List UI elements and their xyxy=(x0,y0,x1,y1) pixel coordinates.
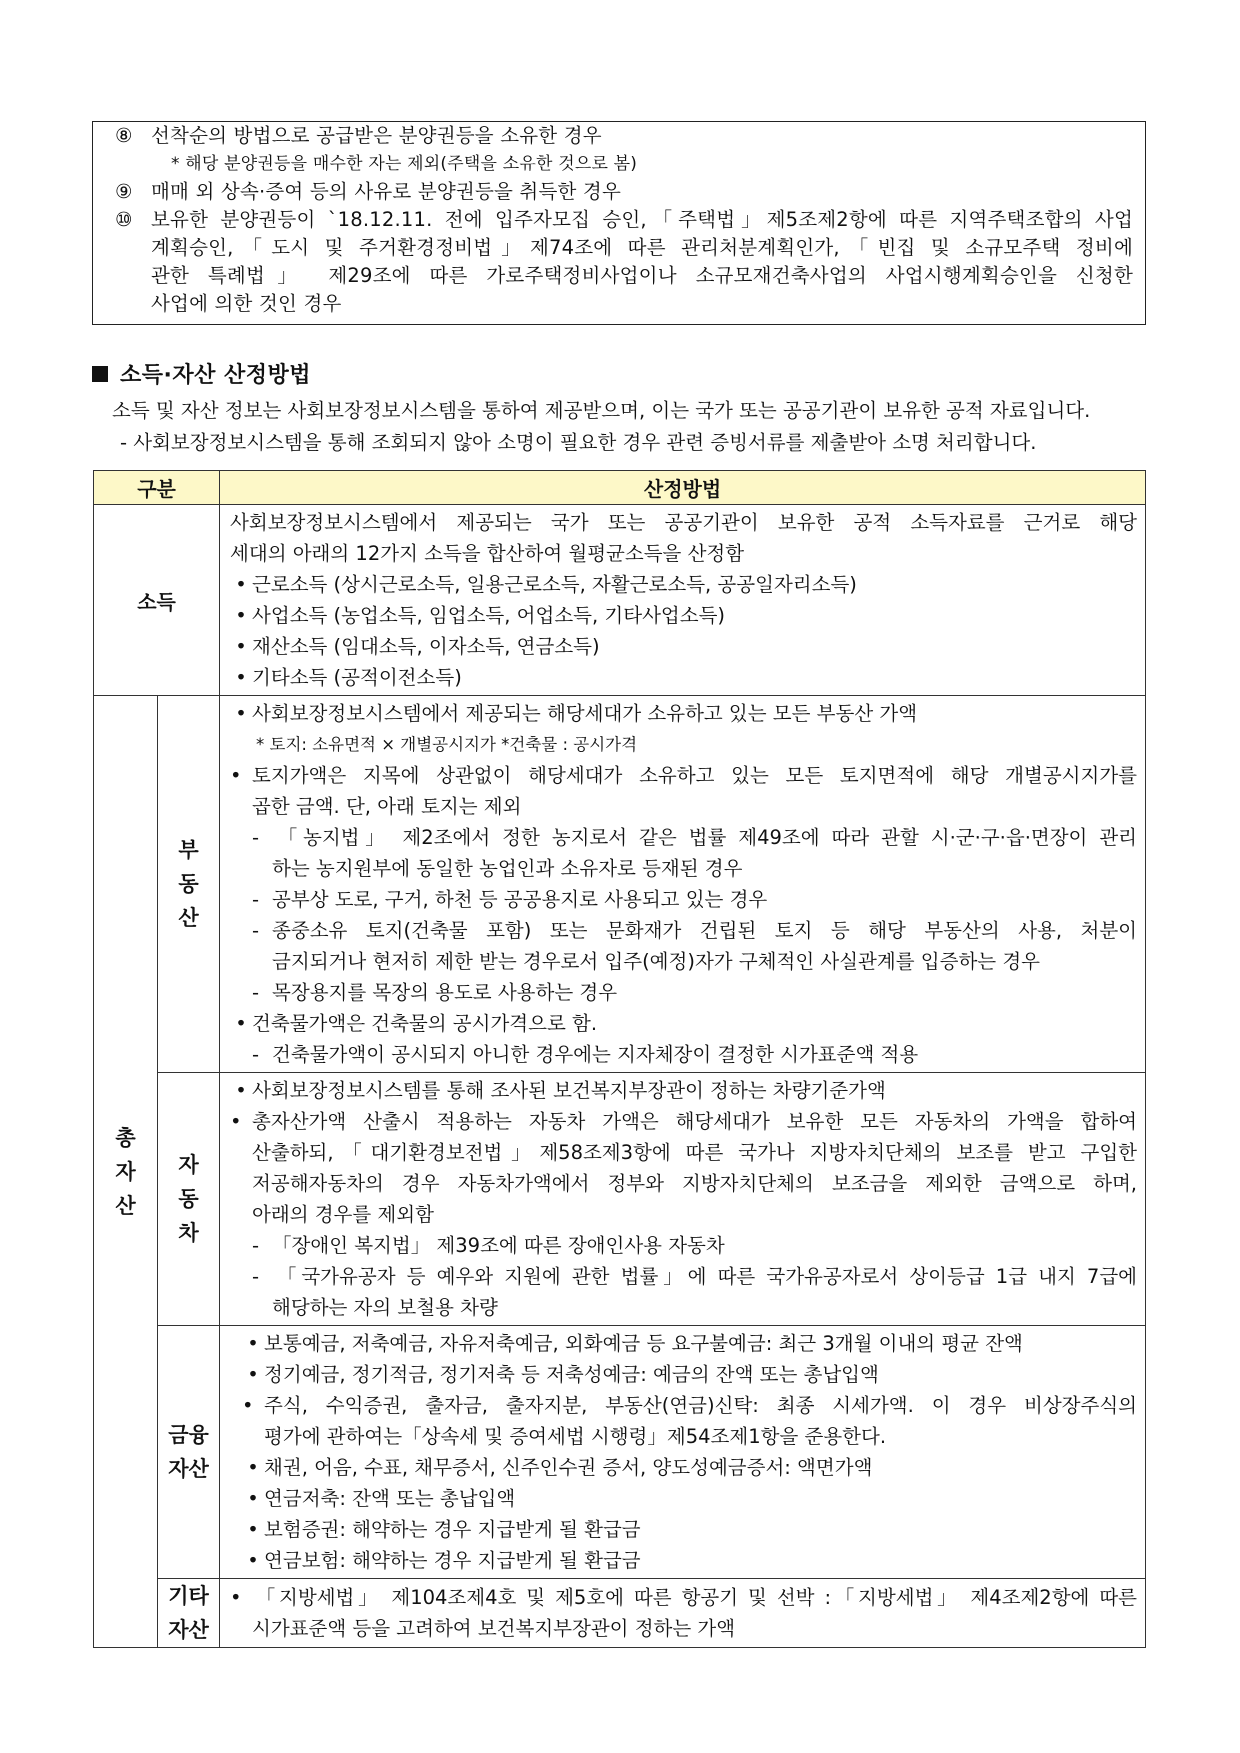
row-income xyxy=(94,505,1146,696)
list-item xyxy=(230,760,1137,791)
bullet-icon: • xyxy=(247,1332,259,1355)
text-line: 곱한 금액. 단, 아래 토지는 제외 xyxy=(252,795,522,818)
item-text: 연금저축: 잔액 또는 총납입액 xyxy=(264,1487,516,1510)
cell-finance xyxy=(220,1326,1146,1579)
eligibility-box xyxy=(92,121,1146,325)
text-line: 저공해자동차의 경우 자동차가액에서 정부와 지방자치단체의 보조금을 제외한 금액으로 하며, xyxy=(252,1172,1138,1195)
item-text: 기타소득 (공적이전소득) xyxy=(252,666,462,689)
label-finance: 금융 자산 xyxy=(158,1326,220,1579)
list-item xyxy=(230,662,1137,693)
list-item xyxy=(230,1008,1137,1039)
list-item xyxy=(230,600,1137,631)
text-line: 금지되거나 현저히 제한 받는 경우로서 입주(예정)자가 구체적인 사실관계를 입증하는 경우 xyxy=(272,950,1040,973)
bullet-icon: • xyxy=(230,1110,242,1133)
item-text: 연금보험: 해약하는 경우 지급받게 될 환급금 xyxy=(264,1549,641,1572)
dash-icon: - xyxy=(252,826,260,849)
intro-subnote: - 사회보장정보시스템을 통해 조회되지 않아 소명이 필요한 경우 관련 증빙서류를 제출받아 소명 처리합니다. xyxy=(120,431,1037,454)
text-line: 세대의 아래의 12가지 소득을 합산하여 월평균소득을 산정함 xyxy=(230,542,745,565)
bullet-icon: • xyxy=(230,1586,242,1609)
item-text: 종중소유 토지(건축물 포함) 또는 문화재가 건립된 토지 등 해당 부동산의 사용, 처분이 xyxy=(272,919,1138,942)
list-item xyxy=(230,1328,1137,1359)
item-continuation: 계획승인,「도시 및 주거환경정비법」제74조에 따른 관리처분계획인가,「빈집 및 소규모주택 정비에 xyxy=(151,236,1133,259)
header-category: 구분 xyxy=(94,471,220,505)
list-item xyxy=(230,884,1137,915)
row-car xyxy=(94,1073,1146,1326)
row-finance xyxy=(94,1326,1146,1579)
item-text: 보통예금, 저축예금, 자유저축예금, 외화예금 등 요구불예금: 최근 3개월 이내의 평균 잔액 xyxy=(264,1332,1023,1355)
text-line: 사회보장정보시스템에서 제공되는 국가 또는 공공기관이 보유한 공적 소득자료를 근거로 해당 xyxy=(230,511,1138,534)
item-text: 정기예금, 정기적금, 정기저축 등 저축성예금: 예금의 잔액 또는 총납입액 xyxy=(264,1363,879,1386)
item-note: * 해당 분양권등을 매수한 자는 제외(주택을 소유한 것으로 봄) xyxy=(171,154,638,174)
list-item xyxy=(230,1261,1137,1292)
item-text: 주식, 수익증권, 출자금, 출자지분, 부동산(연금)신탁: 최종 시세가액. 이 경우 비상장주식의 xyxy=(264,1394,1138,1417)
row-other xyxy=(94,1579,1146,1648)
item-text: 총자산가액 산출시 적용하는 자동차 가액은 해당세대가 보유한 모든 자동차의 가액을 합하여 xyxy=(252,1110,1138,1133)
label-total-assets: 총 자 산 xyxy=(94,696,158,1648)
list-item xyxy=(230,1359,1137,1390)
cell-other xyxy=(220,1579,1146,1648)
item-text: 「농지법」 제2조에서 정한 농지로서 같은 법률 제49조에 따라 관할 시·군·구·읍·면장이 관리 xyxy=(272,826,1138,849)
item-text: 공부상 도로, 구거, 하천 등 공공용지로 사용되고 있는 경우 xyxy=(272,888,768,911)
bullet-icon: • xyxy=(235,666,247,689)
list-item xyxy=(230,822,1137,853)
item-text: 선착순의 방법으로 공급받은 분양권등을 소유한 경우 xyxy=(151,124,602,147)
item-text: 사업소득 (농업소득, 임업소득, 어업소득, 기타사업소득) xyxy=(252,604,726,627)
item-number: ⑨ xyxy=(115,180,133,203)
list-item xyxy=(230,1106,1137,1137)
header-method: 산정방법 xyxy=(220,471,1146,505)
cell-income xyxy=(220,505,1146,696)
text-line: 시가표준액 등을 고려하여 보건복지부장관이 정하는 가액 xyxy=(252,1617,736,1640)
item-text: 매매 외 상속·증여 등의 사유로 분양권등을 취득한 경우 xyxy=(151,180,622,203)
list-item xyxy=(230,1514,1137,1545)
row-realestate xyxy=(94,696,1146,1073)
item-continuation: 사업에 의한 것인 경우 xyxy=(151,292,342,315)
calc-method-table xyxy=(93,470,1146,1648)
text-line: * 토지: 소유면적 × 개별공시지가 *건축물 : 공시가격 xyxy=(256,735,638,754)
item-number: ⑧ xyxy=(115,124,133,147)
list-item xyxy=(230,915,1137,946)
list-item xyxy=(230,1452,1137,1483)
bullet-icon: • xyxy=(235,1012,247,1035)
item-text: 근로소득 (상시근로소득, 일용근로소득, 자활근로소득, 공공일자리소득) xyxy=(252,573,857,596)
bullet-icon: • xyxy=(235,604,247,627)
bullet-icon: • xyxy=(247,1487,259,1510)
dash-icon: - xyxy=(252,888,260,911)
list-item xyxy=(230,698,1137,729)
list-item xyxy=(230,1230,1137,1261)
item-text: 사회보장정보시스템에서 제공되는 해당세대가 소유하고 있는 모든 부동산 가액 xyxy=(252,702,918,725)
text-line: 아래의 경우를 제외함 xyxy=(252,1203,434,1226)
item-text: 목장용지를 목장의 용도로 사용하는 경우 xyxy=(272,981,618,1004)
list-item xyxy=(230,631,1137,662)
bullet-icon: • xyxy=(247,1456,259,1479)
item-text: 재산소득 (임대소득, 이자소득, 연금소득) xyxy=(252,635,600,658)
list-item xyxy=(230,1390,1137,1421)
dash-icon: - xyxy=(252,919,260,942)
item-text: 「국가유공자 등 예우와 지원에 관한 법률」에 따른 국가유공자로서 상이등급 1급 내지 7급에 xyxy=(272,1265,1138,1288)
label-car: 자 동 차 xyxy=(158,1073,220,1326)
list-item xyxy=(115,122,1133,150)
dash-icon: - xyxy=(252,1043,260,1066)
bullet-icon: • xyxy=(235,702,247,725)
bullet-icon: • xyxy=(235,573,247,596)
label-income: 소득 xyxy=(94,505,220,696)
list-item xyxy=(230,977,1137,1008)
text-line: 평가에 관하여는「상속세 및 증여세법 시행령」제54조제1항을 준용한다. xyxy=(264,1425,887,1448)
section-title-text: 소득·자산 산정방법 xyxy=(120,363,312,388)
item-continuation: 관한 특례법」 제29조에 따른 가로주택정비사업이나 소규모재건축사업의 사업시행계획승인을 신청한 xyxy=(151,264,1133,287)
text-line: 하는 농지원부에 동일한 농업인과 소유자로 등재된 경우 xyxy=(272,857,743,880)
list-item xyxy=(230,569,1137,600)
list-item xyxy=(230,1039,1137,1070)
intro-paragraph: 소득 및 자산 정보는 사회보장정보시스템을 통하여 제공받으며, 이는 국가 또는 공공기관이 보유한 공적 자료입니다. xyxy=(112,399,1091,422)
item-text: 「지방세법」 제104조제4호 및 제5호에 따른 항공기 및 선박 :「지방세법」 제4조제2항에 따른 xyxy=(252,1586,1138,1609)
item-text: 「장애인 복지법」 제39조에 따른 장애인사용 자동차 xyxy=(272,1234,725,1257)
dash-icon: - xyxy=(252,981,260,1004)
item-text: 보유한 분양권등이 `18.12.11. 전에 입주자모집 승인,「주택법」제5조제2항에 따른 지역주택조합의 사업 xyxy=(151,208,1133,231)
label-realestate: 부 동 산 xyxy=(158,696,220,1073)
item-text: 채권, 어음, 수표, 채무증서, 신주인수권 증서, 양도성예금증서: 액면가액 xyxy=(264,1456,873,1479)
bullet-icon: • xyxy=(235,1079,247,1102)
text-line: 해당하는 자의 보철용 차량 xyxy=(272,1296,498,1319)
list-item xyxy=(230,1582,1137,1613)
item-text: 건축물가액이 공시되지 아니한 경우에는 지자체장이 결정한 시가표준액 적용 xyxy=(272,1043,919,1066)
bullet-icon: • xyxy=(247,1518,259,1541)
item-text: 건축물가액은 건축물의 공시가격으로 함. xyxy=(252,1012,598,1035)
bullet-icon: • xyxy=(242,1394,254,1417)
text-line: 산출하되,「대기환경보전법」제58조제3항에 따른 국가나 지방자치단체의 보조를 받고 구입한 xyxy=(252,1141,1138,1164)
dash-icon: - xyxy=(252,1265,260,1288)
square-bullet-icon xyxy=(92,366,108,382)
dash-icon: - xyxy=(252,1234,260,1257)
cell-car xyxy=(220,1073,1146,1326)
cell-realestate xyxy=(220,696,1146,1073)
list-item xyxy=(230,1075,1137,1106)
label-other: 기타 자산 xyxy=(158,1579,220,1648)
item-text: 사회보장정보시스템를 통해 조사된 보건복지부장관이 정하는 차량기준가액 xyxy=(252,1079,886,1102)
bullet-icon: • xyxy=(230,764,242,787)
item-number: ⑩ xyxy=(115,208,133,231)
list-item xyxy=(230,1545,1137,1576)
list-item xyxy=(230,1483,1137,1514)
list-item xyxy=(115,178,1133,206)
section-title xyxy=(92,358,311,389)
bullet-icon: • xyxy=(247,1363,259,1386)
bullet-icon: • xyxy=(247,1549,259,1572)
item-text: 보험증권: 해약하는 경우 지급받게 될 환급금 xyxy=(264,1518,641,1541)
table-header-row xyxy=(94,471,1146,505)
list-item xyxy=(115,206,1133,234)
bullet-icon: • xyxy=(235,635,247,658)
item-text: 토지가액은 지목에 상관없이 해당세대가 소유하고 있는 모든 토지면적에 해당 개별공시지가를 xyxy=(252,764,1138,787)
